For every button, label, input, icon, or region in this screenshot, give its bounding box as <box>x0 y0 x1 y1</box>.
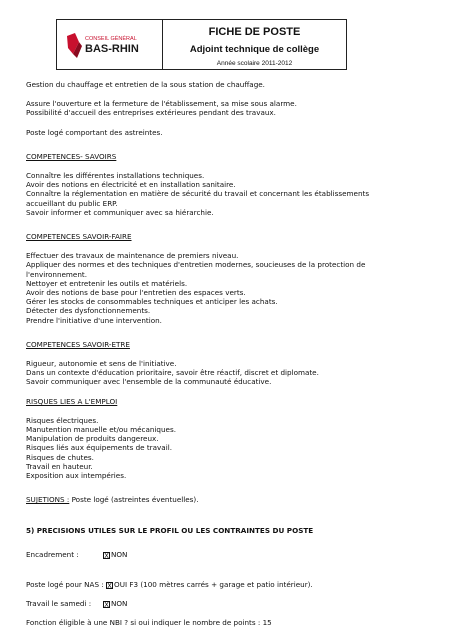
list-item: Savoir informer et communiquer avec sa hiérarchie. <box>26 207 214 217</box>
checkbox-checked[interactable]: X <box>104 601 109 610</box>
sujetions-text: Poste logé (astreintes éventuelles). <box>69 495 199 505</box>
loge-label: Poste logé pour NAS : <box>26 579 104 589</box>
encadrement-row <box>26 550 406 559</box>
conseil-general-logo <box>65 32 157 60</box>
encadrement-value: NON <box>111 549 128 559</box>
samedi-value: NON <box>111 599 128 609</box>
list-item: Connaître les différentes installations techniques. <box>26 171 205 181</box>
loge-value: OUI F3 (100 mètres carrés + garage et patio intérieur). <box>114 579 313 589</box>
intro-line: Poste logé comportant des astreintes. <box>26 127 163 137</box>
section-heading-risques: RISQUES LIES A L'EMPLOI <box>26 396 118 406</box>
intro-line: Assure l'ouverture et la fermeture de l'établissement, sa mise sous alarme. <box>26 99 297 109</box>
list-item: Savoir communiquer avec l'ensemble de la communauté éducative. <box>26 377 272 387</box>
list-item: Risques liés aux équipements de travail. <box>26 443 172 453</box>
list-item: Connaître la réglementation en matière de sécurité du travail et concernant les établissements <box>26 189 370 199</box>
document-body <box>26 80 406 628</box>
document-title: FICHE DE POSTE <box>208 26 301 38</box>
section-heading-precisions: 5) PRECISIONS UTILES SUR LE PROFIL OU LES CONTRAINTES DU POSTE <box>26 525 314 535</box>
list-item: Nettoyer et entretenir les outils et matériels. <box>26 278 188 288</box>
list-item: Risques électriques. <box>26 415 99 425</box>
school-year: Année scolaire 2011-2012 <box>216 60 293 67</box>
samedi-label: Travail le samedi : <box>26 599 92 609</box>
logo-cell <box>57 20 163 69</box>
logo-top-text: CONSEIL GÉNÉRAL <box>85 36 137 42</box>
section-heading-savoir-etre: COMPETENCES SAVOIR-ETRE <box>26 339 130 349</box>
intro-line: Gestion du chauffage et entretien de la sous station de chauffage. <box>26 80 265 89</box>
list-item: Appliquer des normes et des techniques d'entretien modernes, soucieuses de la protection de <box>26 260 366 270</box>
logo-main-text: BAS-RHIN <box>85 43 139 55</box>
list-item: l'environnement. <box>26 269 88 279</box>
list-item: Risques de chutes. <box>26 452 94 462</box>
list-item: Avoir des notions de base pour l'entretien des espaces verts. <box>26 288 246 298</box>
loge-row <box>26 580 406 589</box>
list-item: Dans un contexte d'éducation prioritaire, savoir être réactif, discret et diplomate. <box>26 368 319 378</box>
list-item: accueillant du public ERP. <box>26 198 118 208</box>
list-item: Exposition aux intempéries. <box>26 471 127 481</box>
title-cell <box>163 20 346 69</box>
intro-line: Possibilité d'accueil des entreprises extérieures pendant des travaux. <box>26 108 276 118</box>
list-item: Détecter des dysfonctionnements. <box>26 306 151 316</box>
list-item: Effectuer des travaux de maintenance de premiers niveau. <box>26 251 239 261</box>
list-item: Travail en hauteur. <box>26 461 93 471</box>
list-item: Manutention manuelle et/ou mécaniques. <box>26 425 177 435</box>
document-subtitle: Adjoint technique de collège <box>189 44 320 55</box>
checkbox-checked[interactable]: X <box>107 581 112 590</box>
checkbox-checked[interactable]: X <box>104 551 109 560</box>
list-item: Manipulation de produits dangereux. <box>26 434 159 444</box>
encadrement-label: Encadrement : <box>26 549 79 559</box>
list-item: Gérer les stocks de consommables techniques et anticiper les achats. <box>26 297 278 307</box>
list-item: Prendre l'initiative d'une intervention. <box>26 315 162 325</box>
section-heading-savoirs: COMPETENCES- SAVOIRS <box>26 151 117 161</box>
list-item: Avoir des notions en électricité et en installation sanitaire. <box>26 180 236 190</box>
list-item: Rigueur, autonomie et sens de l'initiative. <box>26 359 177 369</box>
samedi-row <box>26 599 406 608</box>
sujetions-heading: SUJETIONS : <box>26 495 70 505</box>
nbi-row: Fonction éligible à une NBI ? si oui indiquer le nombre de points : 15 <box>26 618 272 628</box>
document-header <box>56 19 347 70</box>
sujetions-line <box>26 495 406 504</box>
section-heading-savoir-faire: COMPETENCES SAVOIR-FAIRE <box>26 232 132 242</box>
